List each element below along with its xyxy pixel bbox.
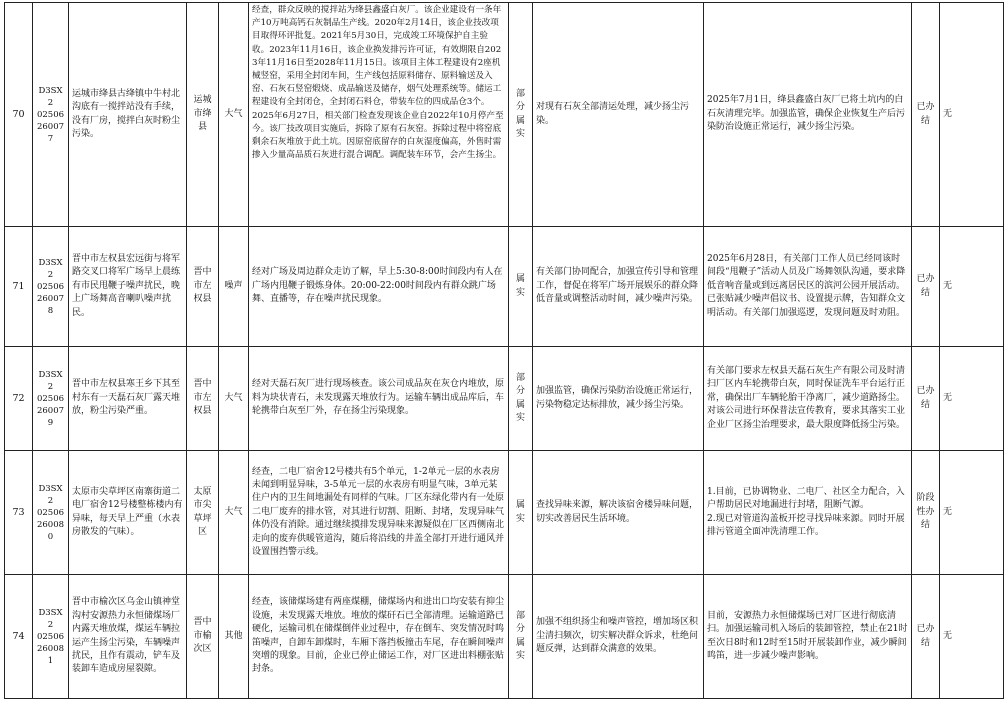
case-code [33,227,69,347]
complaint-content: 太原市尖草坪区南寨街道二电厂宿舍12号楼整栋楼内有异味，每天早上严重（水表房散发的气味）。 [69,451,187,575]
investigation-text: 经对天磊石灰厂进行现场核查。该公司成品灰在灰仓内堆放，原料为块状青石，未发现露天堆放行为。运输车辆出成品库后，车轮携带白灰至厂外，存在扬尘污染现象。 [252,379,505,417]
handling-measures: 有关部门协同配合，加强宣传引导和管理工作，督促在将军广场开展娱乐的群众降低音量或调整活动时间，减少噪声污染。 [533,227,704,347]
complaint-content: 晋中市左权县宏远街与将军路交叉口将军广场早上晨练有市民甩鞭子噪声扰民，晚上广场舞高音喇叭噪声扰民。 [69,227,187,347]
handling-measures: 加强不组织扬尘和噪声管控，增加场区积尘清扫频次，切实解决群众诉求，杜绝问题反弹，达到群众满意的效果。 [533,575,704,699]
row-number: 70 [5,3,33,227]
accountability: 无 [940,227,1004,347]
handling-measures: 加强监管，确保污染防治设施正常运行，污染物稳定达标排放，减少扬尘污染。 [533,347,704,451]
complaint-content: 晋中市左权县寒王乡下其至村东有一天磊石灰厂露天堆放，粉尘污染严重。 [69,347,187,451]
investigation-text: 经查，群众反映的搅拌站为绛县鑫盛白灰厂。该企业建设有一条年产10万吨高钙石灰制品生产线。2020年2月14日，该企业技改项目取得环评批复。2021年5月30日，完成竣工环境保护自主验收。2023年11月16日，该企业换发排污许可证，有效期限自2023年11月16日至2028年11月15日。该项目主体工程建设有2座机械竖窑，采用全封闭车间，生产线包括原料储存、原料输送及入窑、石灰石竖窑煅烧、成品输送及储存，烟气处理系统等。储运工程建设有全封闭仓，全封闭石料仓，带装车位的四成品仓3个。 2025年6月27日，相关部门检查发现该企业自2022年10月停产至今。该厂技改项目实施后，拆除了原有石灰窑。拆除过程中将窑底剩余石灰堆放于此土坑。因原窑底留存的白灰湿度偏高，外售时需掺入少量高品质石灰进行混合调配。调配装车环节，会产生扬尘。 [252,5,504,161]
handling-status: 已办结 [912,347,940,451]
administrative-area: 晋中市榆次区 [187,575,219,699]
investigation-text: 经对广场及周边群众走访了解，早上5:30-8:00时间段内有人在广场内甩鞭子锻炼身体。20:00-22:00时间段内有群众跳广场舞、直播等，存在噪声扰民现象。 [252,267,503,305]
table-row [5,451,1004,575]
investigation-text: 经查，该储煤场建有两座煤棚，储煤场内和进出口均安装有抑尘设施，未发现露天堆放。堆放的煤矸石已全部清理。运输道路已硬化，运输司机在储煤倒伴业过程中，存在倒车、突发情况时鸣笛噪声，自卸车卸煤时，车厢下落挡板撞击车尾，存在瞬间噪声突增的现象。目前，企业已停止储运工作，对厂区进出料棚张贴封条。 [252,597,505,675]
pollution-category: 大气 [219,451,249,575]
rectification-progress [704,227,912,347]
verdict: 属实 [509,451,533,575]
handling-status: 已办结 [912,227,940,347]
complaint-content: 运城市绛县古绛镇中牛村北沟底有一搅拌站没有手续，没有厂房，搅拌白灰时粉尘污染。 [69,3,187,227]
pollution-category: 大气 [219,3,249,227]
investigation-text: 经查，二电厂宿舍12号楼共有5个单元，1-2单元一层的水表房未闻到明显异味，3-5单元一层的水表房有明显气味，3单元某住户内的卫生间地漏处有同样的气味。厂区东绿化带内有一处原二电厂废弃的排水管，对其进行切割、阻断、封堵，发现异味气体仍没有消除。通过继续摸排发现异味来源疑似在厂区西侧南北走向的废弃供暖管道沟，随后将沿线的井盖全部打开进行通风并设置围挡警示线。 [252,466,505,558]
investigation-findings [249,575,509,699]
administrative-area: 太原市尖草坪区 [187,451,219,575]
investigation-findings [249,451,509,575]
verdict: 部分属实 [509,347,533,451]
handling-status: 阶段性办结 [912,451,940,575]
rectification-progress [704,451,912,575]
progress-text: 目前，安源热力永恒储煤场已对厂区进行彻底清扫。加强运输司机入场后的装卸管控，禁止在21时至次日8时和12时至15时开展装卸作业，减少瞬间鸣笛，进一步减少噪声影响。 [707,610,908,661]
handling-status: 已办结 [912,575,940,699]
table-row [5,347,1004,451]
case-code-text: D3SX2 02506 26007 7 [36,85,65,144]
case-code-text: D3SX2 02506 26008 0 [36,483,65,542]
verdict: 部分属实 [509,575,533,699]
complaint-content: 晋中市榆次区乌金山镇神堂沟村安源热力永恒储煤场厂内露天堆放煤，煤运车辆拉运产生扬尘污染，车辆噪声扰民，且作有震动，铲车及装卸车造成房屋裂隙。 [69,575,187,699]
table-row [5,3,1004,227]
handling-measures: 对现有石灰全部清运处理，减少扬尘污染。 [533,3,704,227]
case-code-text: D3SX2 02506 26007 8 [36,257,65,316]
handling-measures: 查找异味来源，解决该宿舍楼异味问题，切实改善居民生活环境。 [533,451,704,575]
case-code [33,451,69,575]
verdict: 部分属实 [509,3,533,227]
accountability: 无 [940,451,1004,575]
progress-text: 2025年6月28日，有关部门工作人员已经同该时间段“甩鞭子”活动人员及广场舞领队沟通，要求降低音响音量或到远离居民区的滨河公园开展活动。已张贴减少噪声倡议书、设置提示牌，告知群众文明活动。有关部门加强巡逻，发现问题及时劝阻。 [707,253,906,318]
progress-text: 1.目前，已协调物业、二电厂、社区全力配合，入户帮助居民对地漏进行封堵，阻断气源。 2.现已对管道沟盖板开挖寻找异味来源。同时开展排污管道全面冲洗清理工作。 [707,486,905,537]
accountability: 无 [940,575,1004,699]
investigation-findings [249,3,509,227]
row-number: 73 [5,451,33,575]
rectification-progress [704,575,912,699]
case-code [33,575,69,699]
pollution-category: 大气 [219,347,249,451]
investigation-findings [249,347,509,451]
pollution-category: 其他 [219,575,249,699]
accountability: 无 [940,3,1004,227]
progress-text: 有关部门要求左权县天磊石灰生产有限公司及时清扫厂区内车轮携带白灰，同时保证洗车平台运行正常，确保出厂车辆轮胎干净离厂，减少道路扬尘。对该公司进行环保普法宣传教育，要求其落实工业企业厂区扬尘治理要求，最大限度降低扬尘污染。 [707,365,906,430]
case-code-text: D3SX2 02506 26007 9 [36,369,65,428]
row-number: 72 [5,347,33,451]
accountability: 无 [940,347,1004,451]
administrative-area: 晋中市左权县 [187,347,219,451]
row-number: 74 [5,575,33,699]
row-number: 71 [5,227,33,347]
progress-text: 2025年7月1日，绛县鑫盛白灰厂已将土坑内的白石灰清理完毕。加强监管，确保企业恢复生产后污染防治设施正常运行，减少扬尘污染。 [707,95,906,133]
case-code [33,347,69,451]
case-code-text: D3SX2 02506 26008 1 [36,607,65,666]
verdict: 属实 [509,227,533,347]
rectification-progress [704,3,912,227]
rectification-progress [704,347,912,451]
pollution-category: 噪声 [219,227,249,347]
case-code [33,3,69,227]
handling-status: 已办结 [912,3,940,227]
investigation-findings [249,227,509,347]
administrative-area: 运城市绛县 [187,3,219,227]
table-row [5,575,1004,699]
table-row [5,227,1004,347]
complaint-handling-table [4,2,1004,699]
administrative-area: 晋中市左权县 [187,227,219,347]
